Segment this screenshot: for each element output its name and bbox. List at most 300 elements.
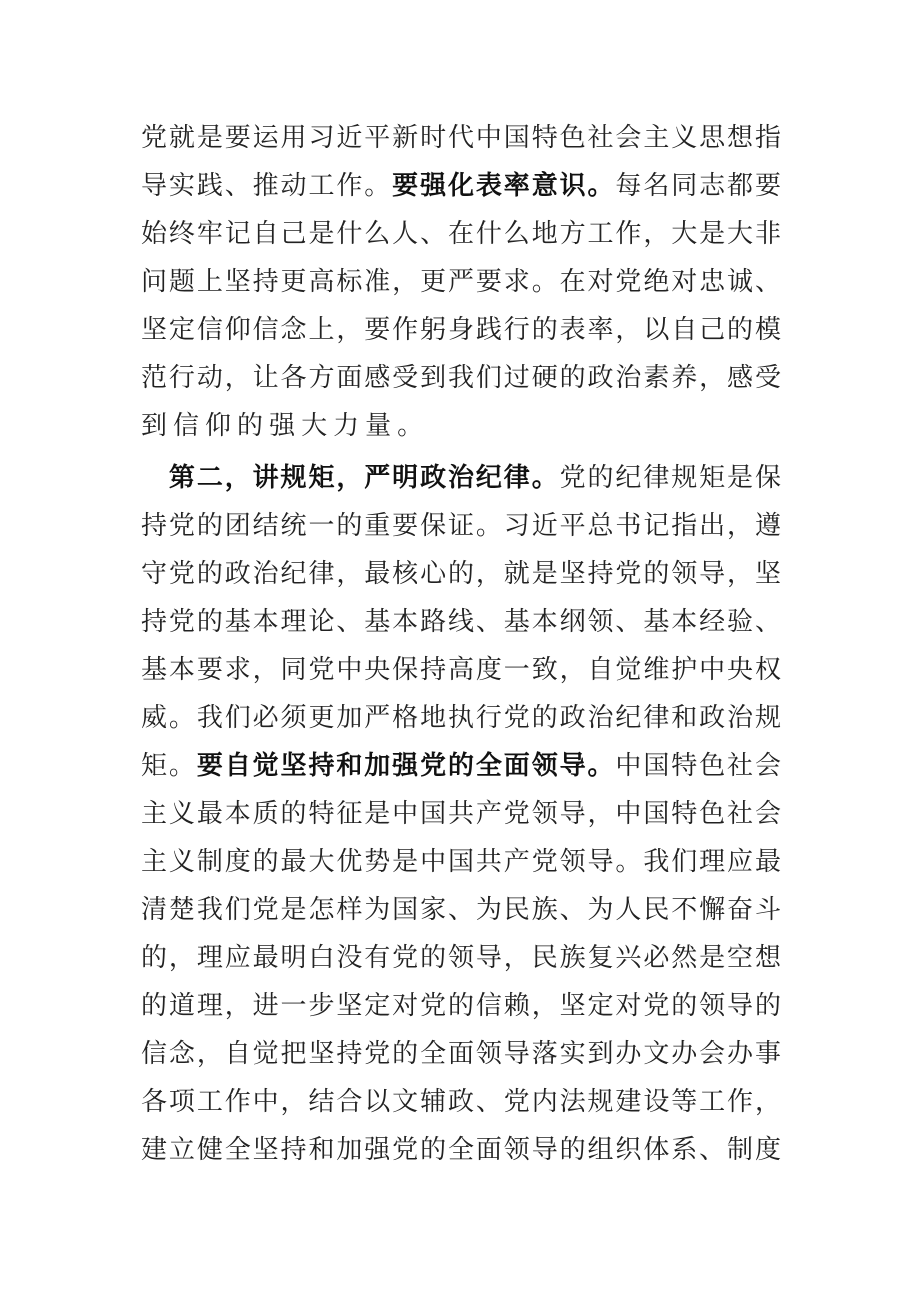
text-char: 出 xyxy=(699,511,726,541)
text-char: 面 xyxy=(475,1135,502,1165)
text-char: 我 xyxy=(196,703,223,733)
text-char: 致 xyxy=(531,655,558,685)
text-char: 题 xyxy=(168,267,195,297)
text-char: 和 xyxy=(308,1135,335,1165)
text-char: 一 xyxy=(308,511,335,541)
text-char: 国 xyxy=(643,799,670,829)
text-char: 实 xyxy=(168,171,195,201)
text-char: ， xyxy=(699,363,726,393)
text-char: 的 xyxy=(141,943,168,973)
text-char: 本 xyxy=(224,799,251,829)
text-char: 总 xyxy=(587,511,614,541)
text-char: 非 xyxy=(754,219,781,249)
text-char: 清 xyxy=(141,895,168,925)
text-char: 作 xyxy=(392,315,419,345)
text-char: 势 xyxy=(364,847,391,877)
text-char: 党 xyxy=(503,703,530,733)
text-char: 纲 xyxy=(559,607,586,637)
text-char: 办 xyxy=(615,1039,642,1069)
text-char: ， xyxy=(392,267,419,297)
text-char: 信 xyxy=(196,315,223,345)
text-char: 会 xyxy=(754,799,781,829)
text-char: 合 xyxy=(336,1087,363,1117)
text-char: 自 xyxy=(252,219,279,249)
text-char: 论 xyxy=(308,607,335,637)
text-char: 面 xyxy=(336,363,363,393)
text-char: 要 xyxy=(754,171,781,201)
text-char: 的 xyxy=(141,991,168,1021)
text-char: 律 xyxy=(643,703,670,733)
bold-char: 化 xyxy=(447,171,474,201)
text-char: 制 xyxy=(727,1135,754,1165)
text-char: 文 xyxy=(392,1087,419,1117)
text-char: 领 xyxy=(503,1135,530,1165)
text-char: 基 xyxy=(503,607,530,637)
text-char: 念 xyxy=(280,315,307,345)
text-char: 会 xyxy=(699,1039,726,1069)
text-char: 都 xyxy=(727,171,754,201)
text-char: 指 xyxy=(754,123,781,153)
text-char: 加 xyxy=(336,703,363,733)
text-char: 系 xyxy=(671,1135,698,1165)
text-char: 坚 xyxy=(252,1135,279,1165)
bold-char: 自 xyxy=(224,751,251,781)
text-char: 健 xyxy=(196,1135,223,1165)
text-char: ， xyxy=(587,799,614,829)
text-char: 政 xyxy=(559,703,586,733)
text-char: 工 xyxy=(308,171,335,201)
text-char: 实 xyxy=(559,1039,586,1069)
text-char: 面 xyxy=(447,1039,474,1069)
bold-char: 强 xyxy=(392,751,419,781)
bold-char: 第 xyxy=(168,463,195,493)
text-char: 方 xyxy=(559,219,586,249)
text-char: 特 xyxy=(671,799,698,829)
text-char: 的 xyxy=(280,799,307,829)
text-char: 忠 xyxy=(699,267,726,297)
text-char: 对 xyxy=(615,991,642,1021)
text-char: 什 xyxy=(336,219,363,249)
text-char: 理 xyxy=(699,847,726,877)
text-char: 指 xyxy=(671,511,698,541)
text-char: 、 xyxy=(754,607,781,637)
text-char: 新 xyxy=(392,123,419,153)
text-char: 办 xyxy=(727,1039,754,1069)
text-char: 验 xyxy=(727,607,754,637)
text-char: 作 xyxy=(615,219,642,249)
text-char: 的 xyxy=(392,1039,419,1069)
text-char: 践 xyxy=(475,315,502,345)
text-char: 道 xyxy=(168,991,195,1021)
text-char: 。 xyxy=(168,751,195,781)
bold-char: ， xyxy=(336,463,363,493)
text-char: 、 xyxy=(754,267,781,297)
text-char: 中 xyxy=(420,847,447,877)
text-char: 牢 xyxy=(196,219,223,249)
text-char: 社 xyxy=(587,123,614,153)
text-char: 么 xyxy=(364,219,391,249)
text-char: 是 xyxy=(531,559,558,589)
text-char: 定 xyxy=(364,991,391,1021)
text-char: 有 xyxy=(364,943,391,973)
text-char: 推 xyxy=(252,171,279,201)
text-char: 。 xyxy=(615,847,642,877)
text-char: 始 xyxy=(141,219,168,249)
text-char: 线 xyxy=(447,607,474,637)
text-char: 们 xyxy=(671,847,698,877)
bold-char: 。 xyxy=(531,463,558,493)
text-char: 一 xyxy=(503,655,530,685)
text-char: 党 xyxy=(308,655,335,685)
text-char: 必 xyxy=(643,943,670,973)
text-char: 持 xyxy=(252,267,279,297)
text-char: 应 xyxy=(224,943,251,973)
text-char: 用 xyxy=(280,123,307,153)
text-line xyxy=(141,934,781,982)
text-char: 步 xyxy=(308,991,335,1021)
text-char: 己 xyxy=(280,219,307,249)
text-char: 不 xyxy=(671,895,698,925)
text-char: 格 xyxy=(392,703,419,733)
text-char: 色 xyxy=(559,123,586,153)
text-char: 赖 xyxy=(503,991,530,1021)
text-char: 的 xyxy=(420,1135,447,1165)
text-char: 、 xyxy=(699,1135,726,1165)
text-char: 们 xyxy=(224,895,251,925)
text-char: 平 xyxy=(364,123,391,153)
bold-char: 坚 xyxy=(280,751,307,781)
text-char: 基 xyxy=(643,607,670,637)
text-char: 受 xyxy=(392,363,419,393)
text-line xyxy=(141,982,781,1030)
text-char: 的 xyxy=(754,991,781,1021)
text-char: 治 xyxy=(727,703,754,733)
text-char: 律 xyxy=(308,559,335,589)
text-char: 兴 xyxy=(615,943,642,973)
text-char: 名 xyxy=(643,171,670,201)
text-char: 信 xyxy=(173,411,206,441)
text-char: 我 xyxy=(196,895,223,925)
text-char: 的 xyxy=(559,363,586,393)
text-char: 中 xyxy=(392,799,419,829)
text-char: 、 xyxy=(615,607,642,637)
text-char: 治 xyxy=(615,363,642,393)
bold-char: 面 xyxy=(503,751,530,781)
text-char: 近 xyxy=(336,123,363,153)
bold-char: 强 xyxy=(420,171,447,201)
text-char: 。 xyxy=(397,411,430,441)
text-char: 空 xyxy=(727,943,754,973)
text-char: 威 xyxy=(141,703,168,733)
text-char: 动 xyxy=(196,363,223,393)
text-char: 导 xyxy=(587,847,614,877)
text-char: 的 xyxy=(531,703,558,733)
text-char: 党 xyxy=(168,511,195,541)
text-char: 要 xyxy=(392,511,419,541)
text-char: 中 xyxy=(699,655,726,685)
text-char: 民 xyxy=(531,943,558,973)
text-char: 治 xyxy=(587,703,614,733)
text-char: 量 xyxy=(365,411,398,441)
text-char: 导 xyxy=(141,171,168,201)
text-char: 书 xyxy=(615,511,642,541)
text-char: ， xyxy=(754,1087,781,1117)
text-char: 自 xyxy=(587,655,614,685)
text-char: 族 xyxy=(559,943,586,973)
text-char: 没 xyxy=(336,943,363,973)
text-char: 中 xyxy=(475,123,502,153)
text-char: 工 xyxy=(196,1087,223,1117)
text-char: 持 xyxy=(587,559,614,589)
text-char: 事 xyxy=(754,1039,781,1069)
text-char: 作 xyxy=(727,1087,754,1117)
text-char: 度 xyxy=(754,1135,781,1165)
text-char: 。 xyxy=(364,171,391,201)
text-char: 强 xyxy=(364,1135,391,1165)
text-char: 过 xyxy=(503,363,530,393)
text-char: ， xyxy=(503,943,530,973)
text-char: 硬 xyxy=(531,363,558,393)
text-char: 的 xyxy=(447,991,474,1021)
text-line xyxy=(141,1030,781,1078)
text-char: 规 xyxy=(754,703,781,733)
text-char: 、 xyxy=(559,895,586,925)
text-char: ， xyxy=(475,559,502,589)
text-char: 党 xyxy=(643,991,670,1021)
text-char: 党 xyxy=(168,607,195,637)
text-char: 党 xyxy=(420,991,447,1021)
text-char: 主 xyxy=(141,847,168,877)
text-char: 最 xyxy=(252,943,279,973)
bold-char: 要 xyxy=(196,751,223,781)
text-char: 坚 xyxy=(559,991,586,1021)
text-char: 党 xyxy=(559,463,586,493)
text-char: 会 xyxy=(615,123,642,153)
text-char: 工 xyxy=(699,1087,726,1117)
text-char: 党 xyxy=(615,559,642,589)
text-char: 坚 xyxy=(308,1039,335,1069)
text-char: 党 xyxy=(392,943,419,973)
text-char: 纪 xyxy=(615,703,642,733)
text-char: 同 xyxy=(671,171,698,201)
text-char: 是 xyxy=(196,123,223,153)
text-char: 央 xyxy=(364,655,391,685)
text-char: ， xyxy=(727,511,754,541)
text-char: 纪 xyxy=(615,463,642,493)
text-char: 主 xyxy=(141,799,168,829)
text-line xyxy=(141,790,781,838)
text-char: 权 xyxy=(754,655,781,685)
text-char: 各 xyxy=(280,363,307,393)
text-char: 导 xyxy=(699,559,726,589)
text-char: 念 xyxy=(168,1039,195,1069)
text-char: 党 xyxy=(615,267,642,297)
text-char: 是 xyxy=(280,895,307,925)
text-char: 把 xyxy=(280,1039,307,1069)
bold-char: 二 xyxy=(196,463,223,493)
text-char: 导 xyxy=(559,799,586,829)
text-char: 色 xyxy=(699,799,726,829)
bold-char: 讲 xyxy=(252,463,279,493)
text-char: 大 xyxy=(301,411,334,441)
text-char: 持 xyxy=(280,1135,307,1165)
text-char: 。 xyxy=(168,703,195,733)
text-char: 结 xyxy=(252,511,279,541)
text-line xyxy=(141,550,781,598)
text-char: 的 xyxy=(420,943,447,973)
text-char: 运 xyxy=(252,123,279,153)
text-char: 领 xyxy=(587,607,614,637)
text-char: 持 xyxy=(141,607,168,637)
text-char: 对 xyxy=(392,991,419,1021)
text-char: 强 xyxy=(269,411,302,441)
text-char: 须 xyxy=(280,703,307,733)
text-char: 时 xyxy=(420,123,447,153)
text-char: 证 xyxy=(447,511,474,541)
text-char: 。 xyxy=(475,511,502,541)
text-char: 坚 xyxy=(224,267,251,297)
text-char: 力 xyxy=(333,411,366,441)
text-char: 率 xyxy=(587,315,614,345)
text-char: 体 xyxy=(643,1135,670,1165)
text-char: 是 xyxy=(699,943,726,973)
text-char: 的 xyxy=(447,559,474,589)
text-char: 求 xyxy=(503,267,530,297)
text-char: 征 xyxy=(336,799,363,829)
text-char: 地 xyxy=(531,219,558,249)
text-char: 、 xyxy=(447,895,474,925)
text-char: 最 xyxy=(196,799,223,829)
text-char: 习 xyxy=(503,511,530,541)
text-char: 领 xyxy=(447,943,474,973)
text-char: ， xyxy=(615,315,642,345)
text-char: 基 xyxy=(224,607,251,637)
text-char: 路 xyxy=(420,607,447,637)
text-char: 养 xyxy=(671,363,698,393)
text-char: 白 xyxy=(308,943,335,973)
text-char: 全 xyxy=(447,1135,474,1165)
text-char: 落 xyxy=(531,1039,558,1069)
text-char: 己 xyxy=(699,315,726,345)
text-char: 要 xyxy=(364,315,391,345)
text-line xyxy=(141,1078,781,1126)
text-char: 办 xyxy=(671,1039,698,1069)
text-char: 政 xyxy=(224,559,251,589)
text-char: 身 xyxy=(447,315,474,345)
text-char: 的 xyxy=(252,847,279,877)
text-char: 本 xyxy=(252,607,279,637)
text-char: 躬 xyxy=(420,315,447,345)
text-char: 国 xyxy=(420,799,447,829)
text-char: 党 xyxy=(168,559,195,589)
text-char: 作 xyxy=(336,171,363,201)
text-char: ， xyxy=(336,559,363,589)
text-char: 国 xyxy=(447,847,474,877)
text-char: 素 xyxy=(643,363,670,393)
text-line xyxy=(141,742,781,790)
text-char: 作 xyxy=(224,1087,251,1117)
text-char: 党 xyxy=(141,123,168,153)
text-char: 问 xyxy=(141,267,168,297)
text-line xyxy=(141,354,781,402)
text-char: 优 xyxy=(336,847,363,877)
text-char: 们 xyxy=(224,703,251,733)
text-char: 坚 xyxy=(754,559,781,589)
text-char: 团 xyxy=(224,511,251,541)
text-char: 对 xyxy=(671,267,698,297)
text-char: 矩 xyxy=(699,463,726,493)
text-char: 民 xyxy=(503,895,530,925)
text-char: 导 xyxy=(503,1039,530,1069)
bold-char: 治 xyxy=(447,463,474,493)
text-char: 复 xyxy=(587,943,614,973)
text-char: 坚 xyxy=(559,559,586,589)
text-char: 志 xyxy=(699,171,726,201)
text-char: 想 xyxy=(754,943,781,973)
text-char: 记 xyxy=(643,511,670,541)
text-char: 的 xyxy=(196,511,223,541)
text-char: 民 xyxy=(643,895,670,925)
text-char: ， xyxy=(559,655,586,685)
text-char: 特 xyxy=(671,751,698,781)
text-char: 践 xyxy=(196,171,223,201)
text-char: 诚 xyxy=(727,267,754,297)
text-char: 行 xyxy=(503,315,530,345)
text-char: 党 xyxy=(252,895,279,925)
text-char: 楚 xyxy=(168,895,195,925)
text-line xyxy=(141,306,781,354)
text-char: 设 xyxy=(643,1087,670,1117)
text-char: 我 xyxy=(447,363,474,393)
text-char: 范 xyxy=(141,363,168,393)
text-char: 。 xyxy=(531,267,558,297)
text-char: 习 xyxy=(308,123,335,153)
text-char: 社 xyxy=(727,751,754,781)
text-char: 以 xyxy=(364,1087,391,1117)
text-char: 国 xyxy=(643,751,670,781)
text-char: 导 xyxy=(475,943,502,973)
text-char: 领 xyxy=(531,799,558,829)
text-char: 加 xyxy=(336,1135,363,1165)
text-char: 制 xyxy=(196,847,223,877)
text-char: 感 xyxy=(364,363,391,393)
text-line xyxy=(141,114,781,162)
text-char: 、 xyxy=(224,171,251,201)
text-char: 和 xyxy=(671,703,698,733)
text-char: ， xyxy=(224,363,251,393)
text-char: 治 xyxy=(252,559,279,589)
text-char: 对 xyxy=(587,267,614,297)
text-char: 信 xyxy=(475,991,502,1021)
text-char: 为 xyxy=(475,895,502,925)
paragraph-1 xyxy=(141,114,781,450)
text-char: 领 xyxy=(475,1039,502,1069)
text-char: 的 xyxy=(559,1135,586,1165)
text-char: 求 xyxy=(224,655,251,685)
text-char: 定 xyxy=(587,991,614,1021)
bold-char: 明 xyxy=(392,463,419,493)
text-char: 度 xyxy=(224,847,251,877)
text-char: 党 xyxy=(364,1039,391,1069)
text-char: 重 xyxy=(364,511,391,541)
paragraph-2 xyxy=(141,454,781,1174)
text-char: 到 xyxy=(587,1039,614,1069)
text-char: 主 xyxy=(643,123,670,153)
text-char: 要 xyxy=(224,123,251,153)
text-char: 近 xyxy=(531,511,558,541)
text-char: 领 xyxy=(559,847,586,877)
text-char: 自 xyxy=(671,315,698,345)
